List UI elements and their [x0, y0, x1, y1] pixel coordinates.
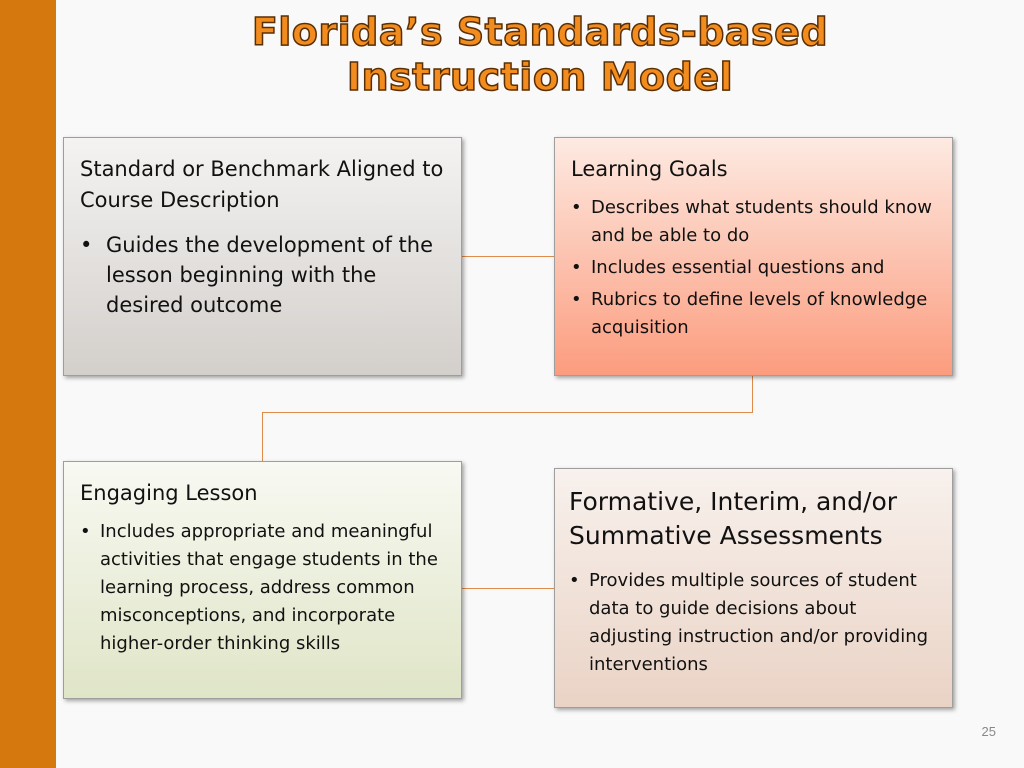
assessments-bullets — [569, 567, 936, 679]
learning-goals-bullet: • Rubrics to define levels of knowledge acquisition — [571, 286, 936, 342]
page-number: 25 — [981, 724, 996, 739]
engaging-lesson-bullet: • Includes appropriate and meaningful activities that engage students in the learning process, address common misconceptions, and incorporate higher-order thinking skills — [80, 518, 445, 658]
assessments-bullet: • Provides multiple sources of student data to guide decisions about adjusting instruction and/or providing interventions — [569, 567, 936, 679]
connector-bottom — [462, 588, 554, 589]
learning-goals-heading: Learning Goals — [571, 157, 728, 181]
engaging-lesson-box — [63, 461, 462, 699]
engaging-lesson-heading: Engaging Lesson — [80, 481, 258, 505]
assessments-heading: Formative, Interim, and/or Summative Assessments — [569, 487, 898, 550]
learning-goals-bullet: • Includes essential questions and — [571, 254, 936, 282]
assessments-box — [554, 468, 953, 708]
slide-title-line-2: Instruction Model — [346, 55, 734, 99]
connector-top — [462, 256, 554, 257]
slide-title — [56, 10, 1024, 100]
connector-elbow-across — [262, 412, 753, 413]
learning-goals-bullets — [571, 194, 936, 342]
connector-elbow-down — [752, 376, 753, 413]
standard-bullet: • Guides the development of the lesson beginning with the desired outcome — [80, 230, 445, 320]
engaging-lesson-bullets — [80, 518, 445, 658]
slide-title-line-1: Florida’s Standards-based — [251, 10, 829, 54]
standard-bullets — [80, 230, 445, 320]
left-accent-bar — [0, 0, 56, 768]
connector-elbow-into-lesson — [262, 412, 263, 461]
learning-goals-box — [554, 137, 953, 376]
standard-box — [63, 137, 462, 376]
learning-goals-bullet: • Describes what students should know and be able to do — [571, 194, 936, 250]
standard-heading: Standard or Benchmark Aligned to Course Description — [80, 157, 444, 212]
